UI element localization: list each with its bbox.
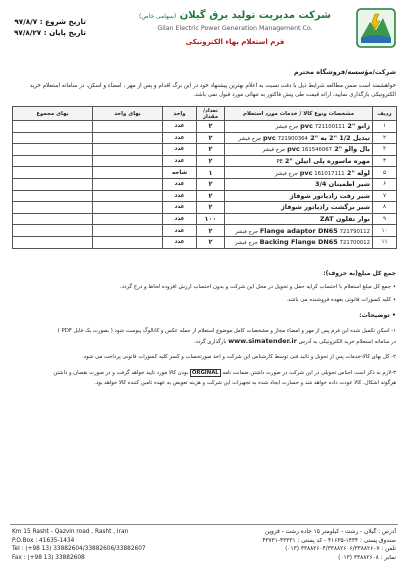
col-header-qty-line2: مقدار [202, 113, 219, 120]
explanation-1-text: در سامانه استعلام خرید الکترونیکی به آدرس [298, 339, 396, 345]
total-price-cell [13, 121, 93, 133]
quantity-cell: ۲ [197, 225, 225, 237]
col-header-description: مشخصات ونوع کالا / خدمات مورد استعلام [225, 107, 373, 121]
item-title: Flange adaptor DN65 [259, 226, 338, 235]
col-header-row-no: ردیف [373, 107, 397, 121]
item-title: تبدیل 1/2 "2 به "2 pvc [263, 133, 370, 142]
item-title: مهره ماسوره پلی اتیلن "2 [284, 157, 370, 166]
company-name-fa [120, 10, 350, 21]
col-header-qty [197, 107, 225, 121]
start-date-label: تاریخ شروع : [39, 17, 86, 26]
row-number-cell: ۴ [373, 155, 397, 167]
footer-en-line: Km 15 Rasht - Qazvin road , Rasht , Iran [12, 529, 129, 535]
footer-fa-line: نمابر : ۳۳۸۸۲۶۰۸ (۰۱۳) [338, 554, 396, 561]
row-number-cell: ۸ [373, 202, 397, 214]
explanation-3-line1 [12, 368, 396, 378]
row-number-cell: ۶ [373, 178, 397, 190]
item-detail: 721100111 جرج فیشر [275, 124, 346, 131]
row-number-cell: ۲ [373, 132, 397, 144]
item-title: بال والو "2 pvc [287, 145, 370, 154]
unit-price-cell [93, 155, 163, 167]
recipient-line: شرکت/مؤسسه/فروشگاه محترم [293, 68, 396, 76]
unit-cell: عدد [163, 202, 197, 214]
intro-line: الکترونیکی بازگذاری نمایید، ارائه قیمت طی پیش فاکتور به تنهائی مورد قبول نمی باشد. [193, 92, 396, 98]
table-row [13, 190, 397, 202]
explanations-title: • توضیحات: [359, 312, 396, 319]
footer-fa-line: صندوق پستی : ۱۴۳۴-۴۱۶۳۵ - کد پستی : ۴۳۳۳۱-۴۳۷۳۱ [262, 537, 396, 544]
footer-divider [10, 524, 398, 525]
item-detail: PE [276, 159, 284, 166]
original-highlight: ORGINAL [191, 370, 219, 376]
quantity-cell: ۲ [197, 121, 225, 133]
table-row [13, 236, 397, 248]
end-date-label: تاریخ پایان : [43, 28, 86, 37]
explanation-1-line2 [12, 336, 396, 347]
unit-cell: عدد [163, 155, 197, 167]
inquiry-table [12, 106, 397, 249]
table-row [13, 167, 397, 179]
start-date-row [14, 16, 86, 27]
quantity-cell: ۲ [197, 236, 225, 248]
company-name-main: شرکت مدیریت تولید برق گیلان [179, 10, 331, 21]
table-header-row [13, 107, 397, 121]
row-number-cell: ۵ [373, 167, 397, 179]
unit-price-cell [93, 236, 163, 248]
company-type: (سهامی خاص) [139, 13, 177, 20]
table-row [13, 132, 397, 144]
col-header-unit-price: بهای واحد [93, 107, 163, 121]
row-number-cell: ۱ [373, 121, 397, 133]
quantity-cell: ۲ [197, 190, 225, 202]
total-price-cell [13, 178, 93, 190]
intro-line: خواهشمند است ضمن مطالعه شرایط ذیل با دقت نسبت به اعلام بهترین پیشنهاد خود در این برگ اقدام و پس از مهر ، امضاء و اسکن، در سامانه استعلام خرید [29, 83, 396, 89]
letterhead [6, 6, 402, 56]
company-logo-icon [356, 8, 396, 48]
explanation-3-text-end: بودن کالا مورد تایید خواهد گرفت و در صورت نقصان و داشتن [53, 370, 189, 376]
unit-price-cell [93, 132, 163, 144]
total-price-cell [13, 190, 93, 202]
unit-cell: عدد [163, 213, 197, 225]
table-row [13, 202, 397, 214]
unit-cell: عدد [163, 178, 197, 190]
explanation-3-text: ۳-لازم به ذکر است اجناس تحویلی در این شرکت در صورت داشتن ضمانت نامه [222, 370, 396, 376]
unit-price-cell [93, 225, 163, 237]
item-description-cell [225, 144, 373, 156]
footer-address-fa [262, 528, 396, 562]
explanation-1-line1: ۱- اسکن تکمیل شده این فرم پس از مهر و امضاء مجاز و مشخصات کامل موضوع استعلام از جمله عکس و کاتالوگ پیوست شود ( بصورت یک فایل PDF ) [57, 328, 396, 334]
explanation-2: ۲- کل بهای کالا-خدمات پس از تحویل و تائید فنی توسط کارشناس این شرکت و اخذ صورتحساب و کسر کلیه کسورات قانونی پرداخت می شود. [82, 354, 396, 360]
quantity-cell: ۲ [197, 178, 225, 190]
unit-price-cell [93, 121, 163, 133]
table-row [13, 155, 397, 167]
table-row [13, 121, 397, 133]
footer-en-line: P.O.Box : 41635-1434 [12, 537, 75, 544]
table-row [13, 178, 397, 190]
item-description-cell [225, 178, 373, 190]
form-title: فرم استعلام بهاء الکترونیکی [185, 38, 285, 46]
item-title: زانو "2 pvc [300, 122, 370, 131]
footer-en-line: Tel : (+98 13) 33882604/33882606/33882607 [12, 546, 146, 553]
unit-cell: عدد [163, 190, 197, 202]
footer-fa-line: آدرس : گیلان - رشت - کیلومتر ۱۵ جاده رشت - قزوین [265, 529, 396, 535]
table-body [13, 121, 397, 249]
row-number-cell: ۱۰ [373, 225, 397, 237]
quantity-cell: ۲ [197, 132, 225, 144]
quantity-cell: ۱۰۰ [197, 213, 225, 225]
item-title: شیر اطمینان 3/4 [314, 180, 370, 189]
total-price-cell [13, 236, 93, 248]
item-detail: 161546067 جرج فیشر [262, 147, 332, 154]
unit-price-cell [93, 190, 163, 202]
start-date-value: ۹۷/۸/۷ [14, 17, 38, 26]
quantity-cell: ۲ [197, 155, 225, 167]
explanation-1 [12, 326, 396, 347]
unit-price-cell [93, 178, 163, 190]
row-number-cell: ۹ [373, 213, 397, 225]
item-description-cell [225, 190, 373, 202]
row-number-cell: ۷ [373, 190, 397, 202]
item-description-cell [225, 132, 373, 144]
item-detail: 721900364 جرج فیشر [238, 135, 308, 142]
footer-en-line: Fax : (+98 13) 33882608 [12, 554, 85, 561]
table-row [13, 144, 397, 156]
date-block [14, 16, 86, 38]
unit-cell: عدد [163, 121, 197, 133]
end-date-row [14, 27, 86, 38]
total-price-cell [13, 202, 93, 214]
table-row [13, 213, 397, 225]
footer-fa-line: تلفن : ۳۳۸۸۲۶۰۴/۳۳۸۸۲۶۰۶/۳۳۸۸۲۶۰۷ (۰۱۳) [285, 546, 396, 553]
quantity-cell: ۲ [197, 202, 225, 214]
total-price-cell [13, 144, 93, 156]
explanation-3-line2: هرگونه اشکال، کالا عودت داده خواهد شد و خسارت ایجاد شده به تجهیزات این شرکت و هزینه تعویض به عهده تامین کننده کالا خواهد بود. [94, 380, 396, 386]
quantity-cell: ۱ [197, 167, 225, 179]
unit-price-cell [93, 144, 163, 156]
item-title: لوله "2 pvc [299, 168, 370, 177]
total-price-cell [13, 213, 93, 225]
col-header-total-price: بهای مجموع [13, 107, 93, 121]
inquiry-table-wrapper [12, 106, 396, 249]
item-description-cell [225, 225, 373, 237]
note-deductions: • کلیه کسورات قانونی بعهده فروشنده می باشد. [286, 297, 396, 303]
unit-cell: عدد [163, 132, 197, 144]
row-number-cell: ۱۱ [373, 236, 397, 248]
unit-cell: عدد [163, 236, 197, 248]
explanation-3 [12, 368, 396, 388]
note-shipping: • جمع کل مبلغ استعلام با احتساب کرایه حمل و تحویل در محل این شرکت و بدون احتساب ارزش افزوده لحاظ و درج گردد. [120, 284, 396, 290]
company-name-en: Gilan Electric Power Generation Management Co. [157, 25, 313, 32]
tender-website-link[interactable]: www.simatender.ir [228, 337, 297, 345]
item-detail: 161017111 جرج فیشر [274, 170, 345, 177]
total-price-cell [13, 132, 93, 144]
quantity-cell: ۲ [197, 144, 225, 156]
item-description-cell [225, 236, 373, 248]
item-description-cell [225, 213, 373, 225]
unit-cell: عدد [163, 225, 197, 237]
unit-cell: عدد [163, 144, 197, 156]
item-detail: 721790112 جرج فیشر [235, 228, 370, 235]
item-description-cell [225, 155, 373, 167]
intro-paragraph [12, 82, 396, 100]
item-title: شیر رفت رادیاتور شوفاژ [289, 191, 370, 200]
col-header-qty-line1: تعداد/ [203, 107, 218, 114]
item-title: Backing Flange DN65 [259, 238, 338, 247]
item-detail: 721700012 جرج فیشر [234, 240, 370, 247]
item-description-cell [225, 202, 373, 214]
row-number-cell: ۳ [373, 144, 397, 156]
end-date-value: ۹۷/۸/۲۷ [14, 28, 42, 37]
explanation-1-text-end: بارگذاری گردد. [193, 339, 227, 345]
item-description-cell [225, 167, 373, 179]
unit-price-cell [93, 213, 163, 225]
unit-price-cell [93, 202, 163, 214]
total-in-words: جمع کل مبلغ(به حروف): [323, 270, 396, 277]
col-header-unit: واحد [163, 107, 197, 121]
total-price-cell [13, 167, 93, 179]
unit-price-cell [93, 167, 163, 179]
total-price-cell [13, 155, 93, 167]
unit-cell: شاخه [163, 167, 197, 179]
item-title: شیر برگشت رادیاتور شوفاژ [281, 203, 370, 212]
table-row [13, 225, 397, 237]
footer-address-en [12, 528, 146, 562]
total-price-cell [13, 225, 93, 237]
item-description-cell [225, 121, 373, 133]
item-title: نوار تفلون ZAT [319, 215, 370, 224]
